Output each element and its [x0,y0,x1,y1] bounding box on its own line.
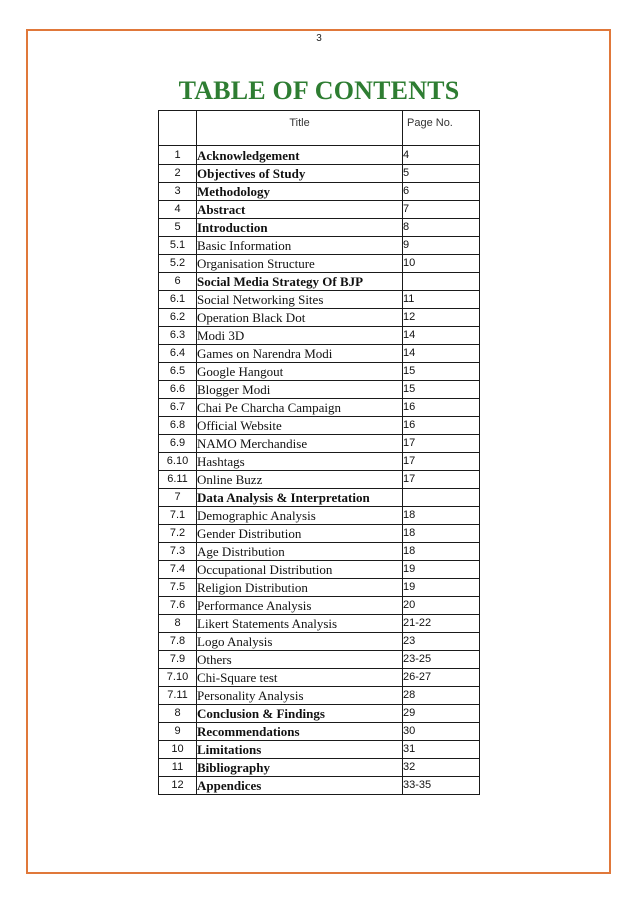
toc-row-number: 9 [159,723,197,741]
toc-row-number: 6.2 [159,309,197,327]
toc-row [159,183,480,201]
toc-row-title: Abstract [197,201,403,219]
toc-row [159,651,480,669]
toc-row [159,723,480,741]
toc-row-page: 18 [403,507,480,525]
toc-row-number: 12 [159,777,197,795]
toc-row-title: Games on Narendra Modi [197,345,403,363]
toc-row [159,345,480,363]
toc-row-page: 30 [403,723,480,741]
toc-row [159,273,480,291]
toc-row-title: Hashtags [197,453,403,471]
toc-row [159,489,480,507]
toc-row-number: 6.1 [159,291,197,309]
toc-row-page: 20 [403,597,480,615]
toc-row-page: 32 [403,759,480,777]
toc-table [158,110,480,795]
toc-row-number: 7.2 [159,525,197,543]
toc-row-page: 5 [403,165,480,183]
toc-row [159,309,480,327]
toc-row-page: 31 [403,741,480,759]
toc-row [159,687,480,705]
toc-row-page: 15 [403,381,480,399]
toc-row-page: 17 [403,435,480,453]
toc-row-title: Conclusion & Findings [197,705,403,723]
toc-row-number: 7.10 [159,669,197,687]
toc-row-number: 1 [159,146,197,165]
toc-row-title: Chi-Square test [197,669,403,687]
toc-row-number: 6.3 [159,327,197,345]
toc-row-title: Personality Analysis [197,687,403,705]
toc-row-number: 7.1 [159,507,197,525]
toc-row-title: Google Hangout [197,363,403,381]
toc-row-title: Operation Black Dot [197,309,403,327]
toc-row-page: 18 [403,525,480,543]
toc-row-number: 6.6 [159,381,197,399]
toc-row-number: 5.2 [159,255,197,273]
toc-row [159,597,480,615]
toc-row [159,507,480,525]
toc-row-number: 8 [159,615,197,633]
toc-row-title: Online Buzz [197,471,403,489]
toc-row-number: 6.5 [159,363,197,381]
toc-row [159,525,480,543]
toc-row-title: Religion Distribution [197,579,403,597]
toc-row-page: 7 [403,201,480,219]
toc-row-title: Acknowledgement [197,146,403,165]
toc-row-page: 29 [403,705,480,723]
toc-row [159,777,480,795]
toc-row-title: Others [197,651,403,669]
toc-row-title: Data Analysis & Interpretation [197,489,403,507]
toc-row-title: Official Website [197,417,403,435]
toc-row-title: NAMO Merchandise [197,435,403,453]
toc-row-page: 19 [403,561,480,579]
toc-row-number: 7 [159,489,197,507]
toc-row-page: 15 [403,363,480,381]
page-number: 3 [316,33,322,44]
toc-row [159,435,480,453]
toc-row [159,255,480,273]
toc-row-number: 7.6 [159,597,197,615]
toc-row-number: 6 [159,273,197,291]
toc-row-page: 16 [403,399,480,417]
toc-header-row [159,111,480,146]
toc-row-page: 12 [403,309,480,327]
toc-row-page [403,489,480,507]
toc-row [159,669,480,687]
toc-row-title: Occupational Distribution [197,561,403,579]
toc-row-page: 17 [403,453,480,471]
toc-row [159,453,480,471]
toc-row [159,146,480,165]
toc-row-page: 23-25 [403,651,480,669]
toc-body [159,146,480,795]
toc-row-title: Blogger Modi [197,381,403,399]
toc-row [159,201,480,219]
toc-row-page: 11 [403,291,480,309]
toc-row-number: 10 [159,741,197,759]
toc-row-number: 6.7 [159,399,197,417]
toc-row-page: 28 [403,687,480,705]
toc-row-page: 23 [403,633,480,651]
toc-row-number: 2 [159,165,197,183]
toc-row [159,363,480,381]
page-title: TABLE OF CONTENTS [178,76,460,105]
toc-row-title: Performance Analysis [197,597,403,615]
toc-row [159,381,480,399]
toc-row [159,741,480,759]
header-page: Page No. [403,111,480,146]
toc-row-number: 7.3 [159,543,197,561]
toc-row-page: 16 [403,417,480,435]
toc-row-title: Demographic Analysis [197,507,403,525]
toc-row-number: 7.5 [159,579,197,597]
toc-row-number: 7.9 [159,651,197,669]
header-title: Title [197,111,403,146]
header-num [159,111,197,146]
toc-row-title: Social Media Strategy Of BJP [197,273,403,291]
toc-row-title: Modi 3D [197,327,403,345]
toc-row-title: Basic Information [197,237,403,255]
toc-row-page: 9 [403,237,480,255]
toc-row [159,417,480,435]
toc-row [159,165,480,183]
toc-row-page: 10 [403,255,480,273]
toc-row-title: Appendices [197,777,403,795]
toc-row-number: 6.11 [159,471,197,489]
toc-row-page: 4 [403,146,480,165]
toc-row [159,327,480,345]
toc-row-number: 6.8 [159,417,197,435]
toc-row-page: 6 [403,183,480,201]
toc-row-title: Introduction [197,219,403,237]
toc-row-number: 6.4 [159,345,197,363]
toc-row [159,237,480,255]
toc-row-title: Organisation Structure [197,255,403,273]
toc-row-number: 5 [159,219,197,237]
toc-row-title: Likert Statements Analysis [197,615,403,633]
toc-row-number: 6.10 [159,453,197,471]
toc-row-page: 21-22 [403,615,480,633]
toc-row-number: 6.9 [159,435,197,453]
toc-row-title: Methodology [197,183,403,201]
toc-row-title: Age Distribution [197,543,403,561]
toc-row [159,471,480,489]
toc-row [159,561,480,579]
toc-row [159,291,480,309]
toc-row [159,579,480,597]
toc-row-number: 4 [159,201,197,219]
toc-row-number: 7.8 [159,633,197,651]
toc-row [159,759,480,777]
toc-row-page: 14 [403,345,480,363]
toc-row-number: 3 [159,183,197,201]
toc-row-title: Logo Analysis [197,633,403,651]
toc-row-page: 33-35 [403,777,480,795]
toc-row-number: 7.11 [159,687,197,705]
toc-row [159,399,480,417]
toc-row [159,705,480,723]
toc-row [159,219,480,237]
toc-row-page [403,273,480,291]
toc-row-page: 8 [403,219,480,237]
toc-row-number: 8 [159,705,197,723]
toc-row-page: 18 [403,543,480,561]
toc-row-title: Objectives of Study [197,165,403,183]
toc-row-number: 11 [159,759,197,777]
toc-row [159,615,480,633]
toc-row-number: 7.4 [159,561,197,579]
toc-row [159,543,480,561]
toc-row-title: Bibliography [197,759,403,777]
toc-row-page: 19 [403,579,480,597]
toc-row-page: 17 [403,471,480,489]
toc-row-page: 14 [403,327,480,345]
toc-row-title: Recommendations [197,723,403,741]
toc-row-title: Gender Distribution [197,525,403,543]
toc-row-page: 26-27 [403,669,480,687]
toc-row-number: 5.1 [159,237,197,255]
toc-row-title: Social Networking Sites [197,291,403,309]
toc-row-title: Chai Pe Charcha Campaign [197,399,403,417]
toc-row-title: Limitations [197,741,403,759]
toc-row [159,633,480,651]
